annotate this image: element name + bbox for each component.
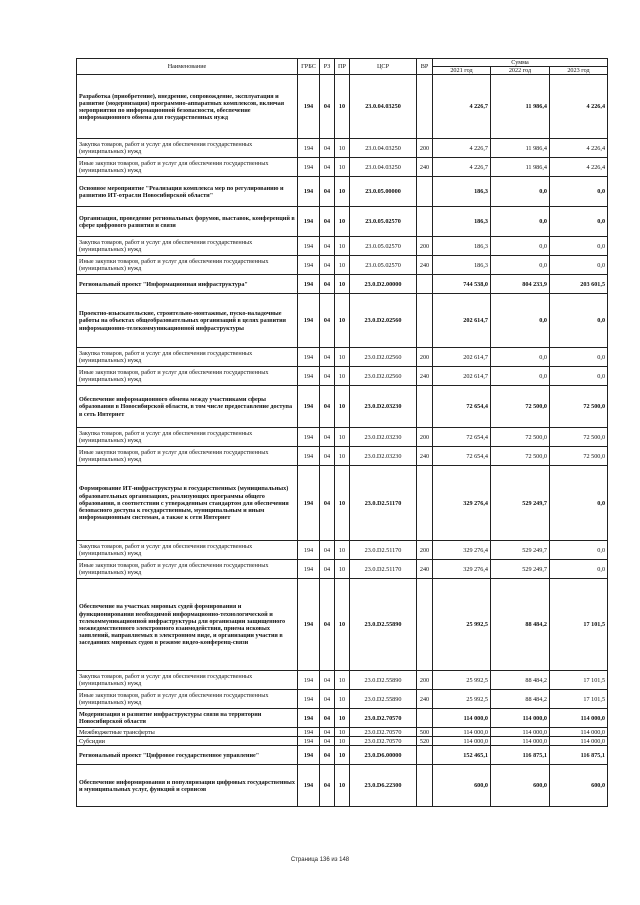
row-value-2023: 0,0 <box>550 348 608 367</box>
row-csr: 23.0.04.03250 <box>350 139 417 158</box>
row-pr: 10 <box>335 671 350 690</box>
row-grbs: 194 <box>298 139 320 158</box>
row-name: Организация, проведение региональных форумов, выставок, конференций в сфере цифрового развития и связи <box>77 207 298 237</box>
row-pr: 10 <box>335 709 350 728</box>
row-value-2023: 72 500,0 <box>550 447 608 466</box>
row-value-2023: 72 500,0 <box>550 428 608 447</box>
row-rz: 04 <box>320 728 335 737</box>
row-rz: 04 <box>320 579 335 671</box>
row-vr: 200 <box>417 541 433 560</box>
row-value-2022: 804 233,9 <box>491 275 550 294</box>
row-grbs: 194 <box>298 737 320 746</box>
row-name: Региональный проект "Цифровое государственное управление" <box>77 746 298 765</box>
row-value-2021: 152 465,1 <box>433 746 491 765</box>
row-grbs: 194 <box>298 541 320 560</box>
row-name: Иные закупки товаров, работ и услуг для обеспечения государственных (муниципальных) нужд <box>77 158 298 177</box>
row-value-2022: 0,0 <box>491 294 550 348</box>
row-value-2022: 0,0 <box>491 237 550 256</box>
row-value-2021: 329 276,4 <box>433 541 491 560</box>
row-csr: 23.0.05.00000 <box>350 177 417 207</box>
row-vr: 500 <box>417 728 433 737</box>
table-row <box>77 746 608 765</box>
row-grbs: 194 <box>298 237 320 256</box>
row-pr: 10 <box>335 367 350 386</box>
row-value-2022: 11 986,4 <box>491 158 550 177</box>
row-vr <box>417 275 433 294</box>
table-row <box>77 207 608 237</box>
row-pr: 10 <box>335 256 350 275</box>
row-value-2021: 114 000,0 <box>433 737 491 746</box>
row-csr: 23.0.D2.02560 <box>350 367 417 386</box>
header-vr: ВР <box>417 59 433 75</box>
row-value-2023: 0,0 <box>550 367 608 386</box>
row-grbs: 194 <box>298 75 320 139</box>
row-csr: 23.0.D2.55890 <box>350 579 417 671</box>
row-pr: 10 <box>335 447 350 466</box>
row-value-2023: 600,0 <box>550 765 608 807</box>
row-value-2022: 600,0 <box>491 765 550 807</box>
row-value-2023: 0,0 <box>550 237 608 256</box>
row-grbs: 194 <box>298 348 320 367</box>
row-pr: 10 <box>335 746 350 765</box>
table-row <box>77 139 608 158</box>
row-name: Формирование ИТ-инфраструктуры в государственных (муниципальных) образовательных организациях, реализующих программы общего образования, в соответствии с утвержденным стандартом для обеспечения безопасного доступа к государственным, муниципальным и иным информационным системам, а также к сети Интернет <box>77 466 298 541</box>
row-vr: 240 <box>417 690 433 709</box>
row-value-2022: 11 986,4 <box>491 75 550 139</box>
row-csr: 23.0.D2.00000 <box>350 275 417 294</box>
row-grbs: 194 <box>298 466 320 541</box>
table-row <box>77 428 608 447</box>
row-pr: 10 <box>335 275 350 294</box>
row-grbs: 194 <box>298 560 320 579</box>
row-vr: 200 <box>417 671 433 690</box>
row-value-2021: 72 654,4 <box>433 386 491 428</box>
row-name: Субсидии <box>77 737 298 746</box>
row-rz: 04 <box>320 746 335 765</box>
row-vr: 200 <box>417 237 433 256</box>
row-value-2021: 25 992,5 <box>433 671 491 690</box>
row-value-2023: 0,0 <box>550 177 608 207</box>
row-pr: 10 <box>335 728 350 737</box>
row-grbs: 194 <box>298 579 320 671</box>
header-rz: РЗ <box>320 59 335 75</box>
budget-table-sheet <box>76 58 607 807</box>
row-csr: 23.0.05.02570 <box>350 256 417 275</box>
row-value-2023: 4 226,4 <box>550 75 608 139</box>
table-row <box>77 386 608 428</box>
row-rz: 04 <box>320 690 335 709</box>
row-value-2021: 600,0 <box>433 765 491 807</box>
row-pr: 10 <box>335 541 350 560</box>
row-name: Межбюджетные трансферты <box>77 728 298 737</box>
row-name: Обеспечение на участках мировых судей формирования и функционирования необходимой информационно-технологической и телекоммуникационной инфраструктуры для организации защищенного межведомственного электронного взаимодействия, приема исковых заявлений, направляемых в электронном виде, и организации участия в заседаниях мировых судов в режиме видео-конференц-связи <box>77 579 298 671</box>
page-number: Страница 136 из 148 <box>290 857 350 863</box>
header-csr: ЦСР <box>350 59 417 75</box>
row-csr: 23.0.D6.22300 <box>350 765 417 807</box>
row-rz: 04 <box>320 367 335 386</box>
row-pr: 10 <box>335 737 350 746</box>
table-row <box>77 348 608 367</box>
row-value-2021: 202 614,7 <box>433 367 491 386</box>
row-rz: 04 <box>320 541 335 560</box>
row-value-2021: 202 614,7 <box>433 348 491 367</box>
row-grbs: 194 <box>298 746 320 765</box>
table-row <box>77 466 608 541</box>
row-rz: 04 <box>320 275 335 294</box>
row-grbs: 194 <box>298 447 320 466</box>
row-vr: 240 <box>417 447 433 466</box>
table-row <box>77 237 608 256</box>
row-name: Проектно-изыскательские, строительно-монтажные, пуско-наладочные работы на объектах общеобразовательных организаций в целях развития информационно-телекоммуникационной инфраструктуры <box>77 294 298 348</box>
row-csr: 23.0.04.03250 <box>350 75 417 139</box>
row-rz: 04 <box>320 466 335 541</box>
row-grbs: 194 <box>298 158 320 177</box>
row-name: Региональный проект "Информационная инфраструктура" <box>77 275 298 294</box>
row-pr: 10 <box>335 139 350 158</box>
row-pr: 10 <box>335 294 350 348</box>
table-body <box>77 75 608 807</box>
row-name: Основное мероприятие "Реализация комплекса мер по регулированию и развитию ИТ-отрасли Новосибирской области" <box>77 177 298 207</box>
row-pr: 10 <box>335 386 350 428</box>
row-value-2022: 0,0 <box>491 256 550 275</box>
row-rz: 04 <box>320 177 335 207</box>
row-grbs: 194 <box>298 367 320 386</box>
row-value-2022: 114 000,0 <box>491 728 550 737</box>
row-rz: 04 <box>320 709 335 728</box>
row-value-2022: 529 249,7 <box>491 466 550 541</box>
row-csr: 23.0.D2.02560 <box>350 294 417 348</box>
row-csr: 23.0.D2.51170 <box>350 560 417 579</box>
row-value-2021: 202 614,7 <box>433 294 491 348</box>
row-vr <box>417 466 433 541</box>
row-pr: 10 <box>335 75 350 139</box>
row-vr <box>417 765 433 807</box>
row-name: Закупка товаров, работ и услуг для обеспечения государственных (муниципальных) нужд <box>77 671 298 690</box>
row-value-2023: 72 500,0 <box>550 386 608 428</box>
row-name: Иные закупки товаров, работ и услуг для обеспечения государственных (муниципальных) нужд <box>77 256 298 275</box>
row-vr: 240 <box>417 367 433 386</box>
row-value-2022: 0,0 <box>491 207 550 237</box>
row-value-2023: 0,0 <box>550 466 608 541</box>
budget-table <box>76 58 608 807</box>
row-value-2021: 4 226,7 <box>433 139 491 158</box>
row-value-2021: 744 538,0 <box>433 275 491 294</box>
row-name: Разработка (приобретение), внедрение, сопровождение, эксплуатация и развитие (модернизация) программно-аппаратных комплексов, включая мероприятия по информационной безопасности, обеспечение информационного обмена для государственных нужд <box>77 75 298 139</box>
row-csr: 23.0.05.02570 <box>350 207 417 237</box>
row-grbs: 194 <box>298 294 320 348</box>
row-csr: 23.0.D2.03230 <box>350 428 417 447</box>
row-vr <box>417 294 433 348</box>
row-value-2023: 4 226,4 <box>550 139 608 158</box>
row-vr: 200 <box>417 348 433 367</box>
row-value-2021: 72 654,4 <box>433 428 491 447</box>
table-row <box>77 579 608 671</box>
row-pr: 10 <box>335 237 350 256</box>
row-value-2023: 0,0 <box>550 541 608 560</box>
row-value-2023: 114 000,0 <box>550 709 608 728</box>
row-value-2021: 186,3 <box>433 256 491 275</box>
table-row <box>77 765 608 807</box>
row-grbs: 194 <box>298 177 320 207</box>
row-value-2022: 529 249,7 <box>491 560 550 579</box>
row-value-2022: 0,0 <box>491 177 550 207</box>
row-value-2021: 186,3 <box>433 177 491 207</box>
row-vr <box>417 75 433 139</box>
row-name: Иные закупки товаров, работ и услуг для обеспечения государственных (муниципальных) нужд <box>77 447 298 466</box>
row-vr <box>417 177 433 207</box>
row-vr: 240 <box>417 560 433 579</box>
row-value-2022: 0,0 <box>491 348 550 367</box>
table-row <box>77 256 608 275</box>
row-value-2022: 88 484,2 <box>491 579 550 671</box>
row-grbs: 194 <box>298 709 320 728</box>
table-row <box>77 709 608 728</box>
row-grbs: 194 <box>298 256 320 275</box>
row-rz: 04 <box>320 447 335 466</box>
row-csr: 23.0.D2.70570 <box>350 709 417 728</box>
row-vr: 240 <box>417 256 433 275</box>
row-name: Обеспечение информирования и популяризации цифровых государственных и муниципальных услуг, функций и сервисов <box>77 765 298 807</box>
row-vr: 520 <box>417 737 433 746</box>
row-csr: 23.0.D2.55890 <box>350 690 417 709</box>
row-pr: 10 <box>335 207 350 237</box>
row-value-2022: 72 500,0 <box>491 428 550 447</box>
row-csr: 23.0.05.02570 <box>350 237 417 256</box>
row-vr <box>417 386 433 428</box>
row-name: Иные закупки товаров, работ и услуг для обеспечения государственных (муниципальных) нужд <box>77 367 298 386</box>
header-2021: 2021 год <box>433 67 491 75</box>
row-value-2023: 17 101,5 <box>550 671 608 690</box>
row-vr: 200 <box>417 428 433 447</box>
row-value-2022: 11 986,4 <box>491 139 550 158</box>
row-value-2021: 329 276,4 <box>433 466 491 541</box>
header-name: Наименование <box>77 59 298 75</box>
row-value-2022: 116 875,1 <box>491 746 550 765</box>
row-value-2023: 0,0 <box>550 294 608 348</box>
row-value-2021: 72 654,4 <box>433 447 491 466</box>
row-name: Закупка товаров, работ и услуг для обеспечения государственных (муниципальных) нужд <box>77 237 298 256</box>
row-value-2021: 186,3 <box>433 237 491 256</box>
row-value-2022: 0,0 <box>491 367 550 386</box>
row-value-2022: 72 500,0 <box>491 386 550 428</box>
table-row <box>77 728 608 737</box>
row-rz: 04 <box>320 348 335 367</box>
row-value-2023: 17 101,5 <box>550 690 608 709</box>
row-value-2023: 114 000,0 <box>550 737 608 746</box>
row-csr: 23.0.D2.02560 <box>350 348 417 367</box>
row-value-2021: 114 000,0 <box>433 728 491 737</box>
row-value-2021: 186,3 <box>433 207 491 237</box>
table-row <box>77 177 608 207</box>
row-value-2023: 17 101,5 <box>550 579 608 671</box>
row-value-2022: 88 484,2 <box>491 690 550 709</box>
row-value-2022: 114 000,0 <box>491 709 550 728</box>
row-grbs: 194 <box>298 728 320 737</box>
row-grbs: 194 <box>298 765 320 807</box>
row-value-2021: 4 226,7 <box>433 158 491 177</box>
row-grbs: 194 <box>298 671 320 690</box>
row-rz: 04 <box>320 671 335 690</box>
header-sum: Сумма <box>433 59 608 67</box>
row-pr: 10 <box>335 765 350 807</box>
row-value-2021: 329 276,4 <box>433 560 491 579</box>
row-pr: 10 <box>335 428 350 447</box>
row-name: Закупка товаров, работ и услуг для обеспечения государственных (муниципальных) нужд <box>77 428 298 447</box>
row-name: Закупка товаров, работ и услуг для обеспечения государственных (муниципальных) нужд <box>77 139 298 158</box>
row-rz: 04 <box>320 158 335 177</box>
row-csr: 23.0.D2.03230 <box>350 386 417 428</box>
row-vr <box>417 207 433 237</box>
table-row <box>77 275 608 294</box>
row-grbs: 194 <box>298 386 320 428</box>
row-csr: 23.0.D2.51170 <box>350 541 417 560</box>
row-rz: 04 <box>320 737 335 746</box>
row-rz: 04 <box>320 207 335 237</box>
row-name: Обеспечение информационного обмена между участниками сферы образования в Новосибирской области, в том числе предоставление доступа в сеть Интернет <box>77 386 298 428</box>
row-pr: 10 <box>335 158 350 177</box>
table-row <box>77 671 608 690</box>
row-pr: 10 <box>335 560 350 579</box>
row-name: Иные закупки товаров, работ и услуг для обеспечения государственных (муниципальных) нужд <box>77 560 298 579</box>
row-value-2022: 529 249,7 <box>491 541 550 560</box>
row-value-2023: 114 000,0 <box>550 728 608 737</box>
row-value-2022: 114 000,0 <box>491 737 550 746</box>
row-name: Закупка товаров, работ и услуг для обеспечения государственных (муниципальных) нужд <box>77 541 298 560</box>
row-value-2023: 4 226,4 <box>550 158 608 177</box>
row-rz: 04 <box>320 560 335 579</box>
row-vr <box>417 709 433 728</box>
row-csr: 23.0.D2.03230 <box>350 447 417 466</box>
row-csr: 23.0.D2.55890 <box>350 671 417 690</box>
row-value-2021: 4 226,7 <box>433 75 491 139</box>
row-name: Модернизация и развитие инфраструктуры связи на территории Новосибирской области <box>77 709 298 728</box>
row-rz: 04 <box>320 237 335 256</box>
row-csr: 23.0.04.03250 <box>350 158 417 177</box>
row-name: Закупка товаров, работ и услуг для обеспечения государственных (муниципальных) нужд <box>77 348 298 367</box>
row-csr: 23.0.D2.51170 <box>350 466 417 541</box>
header-2023: 2023 год <box>550 67 608 75</box>
row-grbs: 194 <box>298 690 320 709</box>
row-rz: 04 <box>320 428 335 447</box>
table-row <box>77 75 608 139</box>
header-grbs: ГРБС <box>298 59 320 75</box>
row-csr: 23.0.D2.70570 <box>350 728 417 737</box>
row-csr: 23.0.D2.70570 <box>350 737 417 746</box>
table-row <box>77 737 608 746</box>
header-2022: 2022 год <box>491 67 550 75</box>
table-row <box>77 294 608 348</box>
row-grbs: 194 <box>298 207 320 237</box>
row-grbs: 194 <box>298 428 320 447</box>
row-rz: 04 <box>320 386 335 428</box>
row-pr: 10 <box>335 348 350 367</box>
table-row <box>77 690 608 709</box>
row-value-2023: 0,0 <box>550 560 608 579</box>
row-pr: 10 <box>335 177 350 207</box>
row-csr: 23.0.D6.00000 <box>350 746 417 765</box>
row-rz: 04 <box>320 75 335 139</box>
row-pr: 10 <box>335 690 350 709</box>
row-value-2023: 116 875,1 <box>550 746 608 765</box>
table-row <box>77 367 608 386</box>
row-value-2022: 88 484,2 <box>491 671 550 690</box>
row-value-2023: 203 601,5 <box>550 275 608 294</box>
row-vr <box>417 579 433 671</box>
row-value-2023: 0,0 <box>550 256 608 275</box>
row-rz: 04 <box>320 294 335 348</box>
header-pr: ПР <box>335 59 350 75</box>
table-row <box>77 541 608 560</box>
row-value-2021: 25 992,5 <box>433 579 491 671</box>
row-grbs: 194 <box>298 275 320 294</box>
row-value-2022: 72 500,0 <box>491 447 550 466</box>
row-rz: 04 <box>320 139 335 158</box>
table-row <box>77 158 608 177</box>
row-rz: 04 <box>320 256 335 275</box>
table-row <box>77 560 608 579</box>
table-row <box>77 447 608 466</box>
row-pr: 10 <box>335 466 350 541</box>
row-pr: 10 <box>335 579 350 671</box>
row-vr: 200 <box>417 139 433 158</box>
row-value-2021: 114 000,0 <box>433 709 491 728</box>
row-value-2023: 0,0 <box>550 207 608 237</box>
row-vr <box>417 746 433 765</box>
row-vr: 240 <box>417 158 433 177</box>
row-rz: 04 <box>320 765 335 807</box>
row-value-2021: 25 992,5 <box>433 690 491 709</box>
row-name: Иные закупки товаров, работ и услуг для обеспечения государственных (муниципальных) нужд <box>77 690 298 709</box>
